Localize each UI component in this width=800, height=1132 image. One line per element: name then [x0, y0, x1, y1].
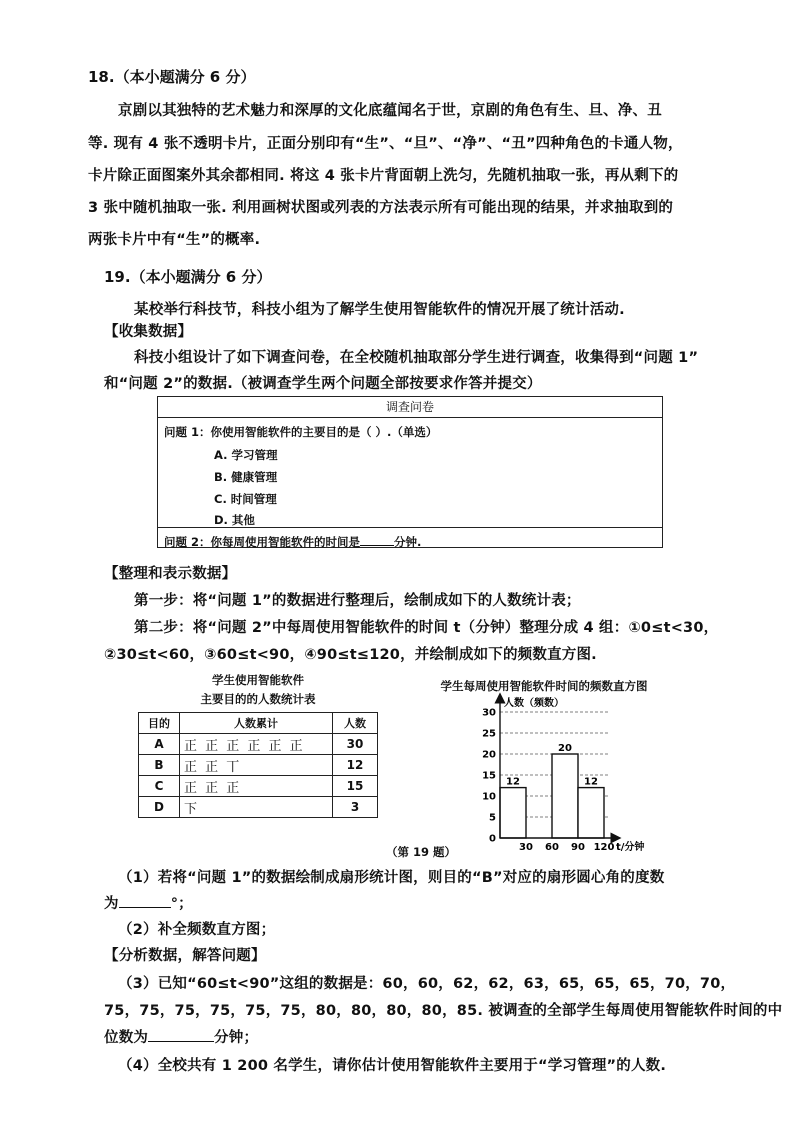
sub1-line-1: （1）若将“问题 1”的数据绘制成扇形统计图，则目的“B”对应的扇形圆心角的度数 — [118, 870, 665, 886]
survey-option-c: C. 时间管理 — [214, 492, 277, 506]
sub1-prefix: 为 — [104, 896, 119, 912]
q18-line-3: 卡片除正面图案外其余都相同. 将这 4 张卡片背面朝上洗匀，先随机抽取一张，再从剩下的 — [88, 168, 679, 184]
y-tick-label: 0 — [489, 833, 496, 845]
sub4: （4）全校共有 1 200 名学生，请你估计使用智能软件主要用于“学习管理”的人数. — [118, 1058, 667, 1074]
step-2-line-1: 第二步：将“问题 2”中每周使用智能软件的时间 t（分钟）整理分成 4 组：①0≤t<30， — [134, 620, 719, 636]
bar-value-label: 20 — [558, 743, 572, 754]
row-purpose: C — [139, 776, 180, 797]
sub3-line-3 — [104, 1026, 258, 1047]
histogram-bar — [500, 788, 526, 838]
x-tick-label: 90 — [571, 842, 585, 853]
survey-box — [157, 396, 663, 548]
table-title-2: 主要目的的人数统计表 — [200, 692, 316, 706]
row-purpose: A — [139, 734, 180, 755]
row-purpose: B — [139, 755, 180, 776]
chart-title: 学生每周使用智能软件时间的频数直方图 — [440, 679, 648, 693]
row-tally: 下 — [180, 797, 333, 818]
collect-line-1: 科技小组设计了如下调查问卷，在全校随机抽取部分学生进行调查，收集得到“问题 1” — [134, 350, 699, 366]
y-tick-label: 20 — [482, 749, 496, 761]
sub3-blank — [148, 1027, 214, 1042]
sub3-suffix: 分钟； — [214, 1030, 259, 1046]
histogram — [470, 692, 670, 854]
bar-value-label: 12 — [506, 776, 520, 788]
row-count: 3 — [333, 797, 378, 818]
q19-intro: 某校举行科技节，科技小组为了解学生使用智能软件的情况开展了统计活动. — [134, 302, 625, 318]
survey-q2-suffix: 分钟. — [394, 535, 422, 549]
y-tick-label: 5 — [489, 812, 496, 824]
survey-q2-blank — [360, 531, 394, 546]
table-row — [139, 734, 378, 755]
tally-table — [138, 712, 378, 818]
q18-line-2: 等. 现有 4 张不透明卡片，正面分别印有“生”、“旦”、“净”、“丑”四种角色的卡通人物， — [88, 136, 683, 152]
figure-caption: （第 19 题） — [385, 845, 456, 859]
row-count: 15 — [333, 776, 378, 797]
collect-heading: 【收集数据】 — [104, 324, 193, 340]
sub1-line-2 — [104, 892, 193, 913]
header-tally: 人数累计 — [180, 713, 333, 734]
y-tick-label: 25 — [482, 728, 496, 740]
sub3-line-2: 75，75，75，75，75，75，80，80，80，80，85. 被调查的全部学生每周使用智能软件时间的中 — [104, 1003, 783, 1019]
survey-option-b: B. 健康管理 — [214, 470, 278, 484]
x-tick-label: 120 — [593, 842, 615, 853]
x-tick-label: 30 — [519, 842, 533, 853]
header-count: 人数 — [333, 713, 378, 734]
row-count: 12 — [333, 755, 378, 776]
tally-header-row — [139, 713, 378, 734]
sub3-prefix: 位数为 — [104, 1030, 149, 1046]
row-count: 30 — [333, 734, 378, 755]
step-1: 第一步：将“问题 1”的数据进行整理后，绘制成如下的人数统计表； — [134, 593, 581, 609]
histogram-bar — [578, 788, 604, 838]
table-title-1: 学生使用智能软件 — [212, 673, 304, 687]
q19-title: 19.（本小题满分 6 分） — [104, 268, 272, 286]
header-purpose: 目的 — [139, 713, 180, 734]
x-axis-label: t/分钟 — [616, 842, 645, 853]
table-row — [139, 755, 378, 776]
analyze-heading: 【分析数据，解答问题】 — [104, 948, 266, 964]
row-tally: 正 正 正 正 正 正 — [180, 734, 333, 755]
survey-option-d: D. 其他 — [214, 513, 255, 527]
y-tick-label: 15 — [482, 770, 496, 782]
q18-line-5: 两张卡片中有“生”的概率. — [88, 232, 261, 248]
q18-line-1: 京剧以其独特的艺术魅力和深厚的文化底蕴闻名于世，京剧的角色有生、旦、净、丑 — [118, 103, 662, 119]
survey-q1: 问题 1：你使用智能软件的主要目的是（ ）.（单选） — [164, 425, 438, 439]
organize-heading: 【整理和表示数据】 — [104, 566, 237, 582]
q18-line-4: 3 张中随机抽取一张. 利用画树状图或列表的方法表示所有可能出现的结果，并求抽取到的 — [88, 200, 674, 216]
step-2-line-2: ②30≤t<60，③60≤t<90，④90≤t≤120，并绘制成如下的频数直方图. — [104, 647, 597, 663]
y-tick-label: 10 — [482, 791, 496, 803]
y-tick-label: 30 — [482, 707, 496, 719]
histogram-bar — [552, 754, 578, 838]
sub3-line-1: （3）已知“60≤t<90”这组的数据是：60，60，62，62，63，65，65，65，70，70， — [118, 976, 736, 992]
bar-value-label: 12 — [584, 776, 598, 788]
survey-option-a: A. 学习管理 — [214, 448, 278, 462]
row-tally: 正 正 丅 — [180, 755, 333, 776]
row-tally: 正 正 正 — [180, 776, 333, 797]
table-row — [139, 797, 378, 818]
sub1-suffix: °； — [170, 896, 193, 912]
survey-q2-prefix: 问题 2：你每周使用智能软件的时间是 — [164, 535, 361, 549]
table-row — [139, 776, 378, 797]
sub2: （2）补全频数直方图； — [118, 922, 276, 938]
y-axis-label: 人数（频数） — [504, 698, 564, 709]
row-purpose: D — [139, 797, 180, 818]
sub1-blank — [119, 893, 171, 908]
survey-q2 — [164, 531, 421, 550]
survey-header: 调查问卷 — [158, 397, 662, 418]
collect-line-2: 和“问题 2”的数据.（被调查学生两个问题全部按要求作答并提交） — [104, 376, 542, 392]
x-tick-label: 60 — [545, 842, 559, 853]
q18-title: 18.（本小题满分 6 分） — [88, 68, 256, 86]
